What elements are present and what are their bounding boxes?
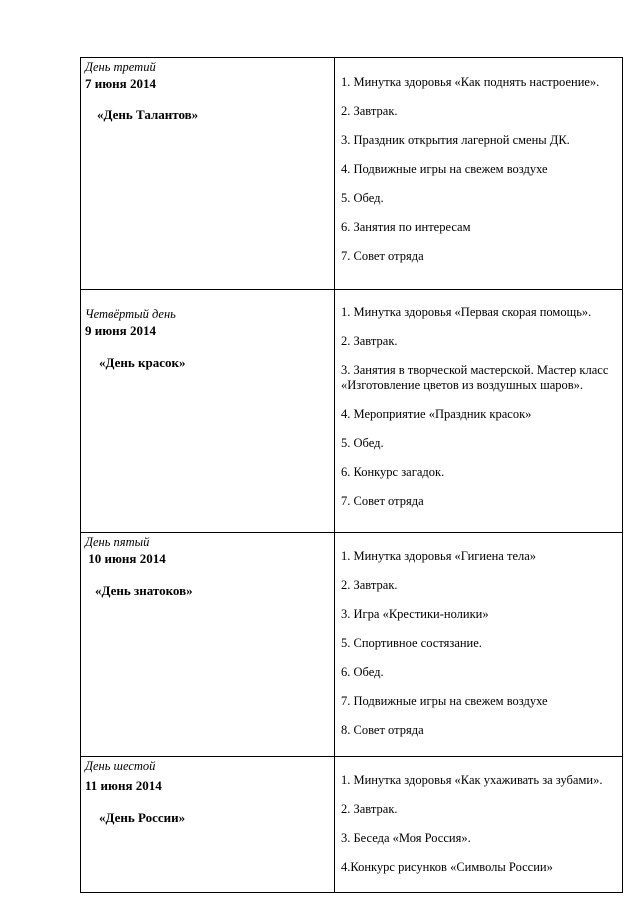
activity-item: 6. Занятия по интересам bbox=[341, 220, 471, 234]
activity-item: 5. Обед. bbox=[341, 436, 384, 450]
day-date: 10 июня 2014 bbox=[85, 551, 166, 566]
activity-item: 3. Беседа «Моя Россия». bbox=[341, 831, 471, 845]
activity-list bbox=[341, 75, 618, 264]
day-info-cell bbox=[81, 290, 335, 533]
day-theme: «День Талантов» bbox=[97, 107, 199, 122]
activity-item: 1. Минутка здоровья «Как поднять настроение». bbox=[341, 75, 600, 89]
activity-item: 4. Мероприятие «Праздник красок» bbox=[341, 407, 532, 421]
activity-item: 5. Спортивное состязание. bbox=[341, 636, 482, 650]
day-info-cell bbox=[81, 533, 335, 757]
activity-list bbox=[341, 549, 618, 738]
activity-item: 2. Завтрак. bbox=[341, 334, 398, 348]
activities-cell bbox=[335, 757, 623, 893]
day-label: День пятый bbox=[85, 535, 150, 549]
day-label: День третий bbox=[85, 60, 156, 74]
activity-item: 5. Обед. bbox=[341, 191, 384, 205]
activity-item: 6. Конкурс загадок. bbox=[341, 465, 445, 479]
day-info-cell bbox=[81, 58, 335, 290]
activity-item: 3. Игра «Крестики-нолики» bbox=[341, 607, 489, 621]
day-info-cell bbox=[81, 757, 335, 893]
day-date: 9 июня 2014 bbox=[85, 323, 156, 338]
day-theme: «День России» bbox=[99, 810, 186, 825]
activity-item: 1. Минутка здоровья «Первая скорая помощь». bbox=[341, 305, 592, 319]
activity-item: 2. Завтрак. bbox=[341, 802, 398, 816]
day-theme: «День красок» bbox=[99, 355, 186, 370]
activity-item: 4. Подвижные игры на свежем воздухе bbox=[341, 162, 548, 176]
schedule-row bbox=[81, 290, 623, 533]
day-date: 11 июня 2014 bbox=[85, 778, 162, 793]
activity-item: 3. Праздник открытия лагерной смены ДК. bbox=[341, 133, 570, 147]
activity-item: 7. Совет отряда bbox=[341, 494, 424, 508]
activities-cell bbox=[335, 290, 623, 533]
day-theme: «День знатоков» bbox=[95, 583, 193, 598]
activity-item: 4.Конкурс рисунков «Символы России» bbox=[341, 860, 553, 874]
activity-item: 2. Завтрак. bbox=[341, 578, 398, 592]
schedule-row bbox=[81, 58, 623, 290]
day-label: Четвёртый день bbox=[85, 307, 176, 321]
day-date: 7 июня 2014 bbox=[85, 76, 156, 91]
camp-schedule-table bbox=[80, 57, 623, 893]
schedule-row bbox=[81, 757, 623, 893]
activity-item: 7. Совет отряда bbox=[341, 249, 424, 263]
activities-cell bbox=[335, 533, 623, 757]
activities-cell bbox=[335, 58, 623, 290]
schedule-row bbox=[81, 533, 623, 757]
activity-item: 8. Совет отряда bbox=[341, 723, 424, 737]
activity-item: 7. Подвижные игры на свежем воздухе bbox=[341, 694, 548, 708]
activity-list bbox=[341, 305, 618, 509]
activity-item: 2. Завтрак. bbox=[341, 104, 398, 118]
activity-item: 1. Минутка здоровья «Гигиена тела» bbox=[341, 549, 537, 563]
activity-item: 3. Занятия в творческой мастерской. Мастер класс «Изготовление цветов из воздушных шаров». bbox=[341, 363, 609, 392]
activity-list bbox=[341, 773, 618, 875]
day-label: День шестой bbox=[85, 759, 156, 773]
activity-item: 6. Обед. bbox=[341, 665, 384, 679]
activity-item: 1. Минутка здоровья «Как ухаживать за зубами». bbox=[341, 773, 603, 787]
